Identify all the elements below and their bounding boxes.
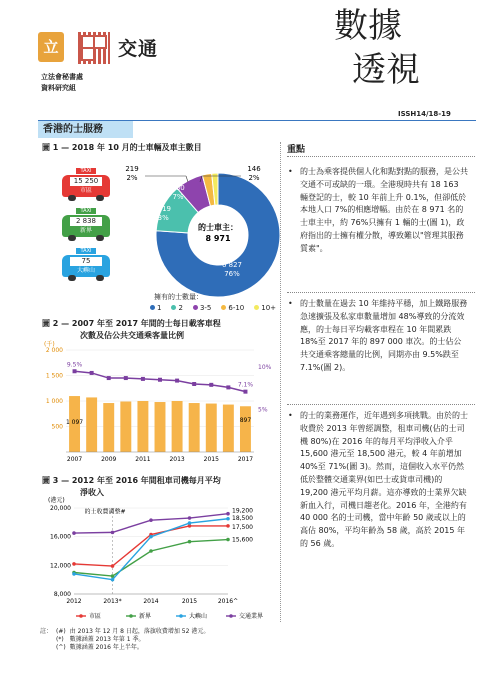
x-tick-label: 2012 [66, 598, 82, 605]
figure3-title-line-1: 圖 3 — 2012 年至 2016 年間租車司機每月平均 [42, 476, 221, 485]
x-tick-label: 2007 [66, 456, 83, 463]
share-point-2011 [141, 377, 145, 381]
legend-label: 交通業界 [239, 613, 264, 620]
series-point [72, 531, 76, 535]
left-tick-label: 500 [51, 423, 63, 431]
bar-2017 [240, 406, 251, 452]
series-point [188, 516, 192, 520]
legend-swatch [254, 305, 259, 310]
donut-center-label: 的士車主： [198, 223, 238, 232]
bullet-icon: • [288, 299, 293, 308]
first-pct-label: 9.5% [66, 361, 83, 369]
logo [38, 32, 76, 62]
series-point [72, 572, 76, 576]
highlight-text-1: 的士為乘客提供個人化和點對點的服務，是公共交通不可或缺的一環。全港現時共有 18 163 輛登記的士，較 10 年前上升 0.1%，但卻低於本地人口 7%的相應增幅。由於在 8 971 名的士車主中，約 76%只擁有 1 輛的士(圖 1)，政府指出的士擁有權分散，導致難以"管理其服務質素"。 [300, 167, 468, 253]
note-mark: 註： [40, 628, 53, 635]
right-tick-label: 10% [258, 364, 272, 371]
x-tick-label: 2015 [181, 598, 198, 605]
series-point [111, 531, 115, 535]
wheel-icon [68, 235, 76, 241]
series-line-新界 [74, 540, 228, 577]
legend-item-5 [254, 304, 276, 312]
legend-swatch [171, 305, 176, 310]
column-divider [280, 142, 281, 622]
figure1-legend [150, 292, 276, 312]
slice-label-2-pct: 13% [153, 214, 169, 222]
note-row [38, 628, 211, 636]
note-text: 數據涵蓋 2013 年第 1 季。 [69, 636, 145, 643]
series-point [111, 578, 115, 582]
end-value-label: 15,600 [232, 536, 253, 544]
legend-marker [79, 614, 83, 618]
x-tick-label: 2016^ [217, 598, 239, 605]
legend-label: 3-5 [199, 304, 212, 312]
slice-label-3-pct: 7% [172, 193, 184, 201]
wheel-icon [96, 195, 104, 201]
legend-item-3 [193, 304, 211, 312]
legend-label: 大嶼山 [189, 613, 208, 620]
share-point-2016 [226, 385, 230, 389]
series-point [226, 538, 230, 542]
bullet-icon: • [288, 167, 293, 176]
highlights-divider-1 [287, 292, 475, 293]
figure2-left-unit: (千) [44, 341, 55, 348]
figure1-title: 圖 1 — 2018 年 10 月的士車輛及車主數目 [42, 143, 202, 152]
figure-notes [38, 628, 211, 652]
logo-mark: 立 [38, 32, 64, 62]
highlight-1 [288, 166, 468, 256]
series-title-line-2: 透視 [352, 50, 420, 90]
highlight-text-3: 的士的業務運作，近年遇到多項挑戰。由於的士收費於 2013 年曾經調整，租車司機(佔的士司機 80%)在 2016 年的每月平均淨收入介乎 15,600 港元至 18,500 港元，較 4 年前增加 40%至 71%(圖 3)。然而，這個收入水平仍然低於整體交通業界(如巴士或貨車司機)的 19,200 港元平均月薪。這亦導致的士業界欠缺新血入行，司機日趨老化。2016 年，全港約有 40 000 名的士司機，當中年齡 50 歲或以上的高佔 80%，平均年齡為 58 歲，高於 2015 年的 56 歲。 [300, 411, 468, 548]
highlights-title: 重點 [287, 145, 306, 155]
bar-2010 [120, 402, 131, 452]
legend-label: 2 [178, 304, 183, 312]
taxi-area: 新界 [79, 227, 92, 234]
bar-2011 [137, 401, 148, 452]
note-row [38, 644, 211, 652]
taxi-sign: TAXI [76, 168, 96, 174]
left-tick-label: 1 000 [45, 398, 63, 405]
highlight-3 [288, 410, 468, 551]
bar-2016 [223, 405, 234, 452]
category-title: 交通 [118, 38, 159, 60]
x-tick-label: 2014 [143, 598, 159, 605]
taxi-1 [60, 168, 112, 202]
figure2-title-line-2: 次數及佔公共交通乘客量比例 [80, 331, 184, 340]
bar-2009 [103, 403, 114, 452]
taxi-area: 市區 [79, 187, 92, 194]
slice-label-2-value: 1 119 [150, 205, 172, 213]
share-point-2007 [73, 369, 77, 373]
document-code: ISSH14/18-19 [398, 110, 451, 118]
end-value-label: 19,200 [232, 507, 253, 515]
share-point-2014 [192, 382, 196, 386]
x-tick-label: 2015 [203, 456, 219, 463]
taxi-area: 大嶼山 [76, 267, 95, 274]
donut-center-value: 8 971 [205, 234, 231, 243]
bar-2014 [189, 403, 200, 452]
legend-swatch [193, 305, 198, 310]
series-point [226, 524, 230, 528]
first-bar-label: 1 097 [65, 419, 84, 426]
organization [41, 72, 83, 94]
taxi-count: 2 838 [70, 217, 102, 226]
series-point [226, 512, 230, 516]
share-point-2015 [209, 383, 213, 387]
series-point [111, 564, 115, 568]
highlights-rule [287, 156, 475, 157]
series-point [72, 562, 76, 566]
wheel-icon [68, 275, 76, 281]
legend-marker [229, 614, 233, 618]
last-bar-label: 897 [239, 417, 252, 424]
note-text: 數據涵蓋 2016 年上半年。 [69, 644, 143, 651]
x-tick-label: 2013 [169, 456, 185, 463]
bar-2008 [86, 397, 97, 452]
series-line-市區 [74, 526, 228, 566]
series-point [149, 535, 153, 539]
slice-label-3-value: 660 [171, 184, 185, 192]
legend-item-4 [221, 304, 244, 312]
wheel-icon [96, 275, 104, 281]
series-title-line-1: 數據 [334, 6, 402, 46]
figure2-title [42, 318, 221, 342]
figure3-title-line-2: 淨收入 [80, 488, 104, 497]
series-point [188, 540, 192, 544]
taxi-group [60, 168, 120, 288]
legend-label: 6-10 [228, 304, 245, 312]
note-row [38, 636, 211, 644]
taxi-sign: TAXI [76, 248, 96, 254]
highlight-2 [288, 298, 468, 375]
share-point-2012 [158, 378, 162, 382]
x-tick-label: 2013* [103, 598, 122, 605]
fare-adjust-annotation: 的士收費調整# [84, 508, 126, 516]
slice-label-4-value: 219 [125, 165, 139, 173]
share-point-2009 [107, 376, 111, 380]
share-point-2010 [124, 376, 128, 380]
end-value-label: 18,500 [232, 514, 253, 522]
figure2-title-line-1: 圖 2 — 2007 年至 2017 年間的士每日載客車程 [42, 319, 221, 328]
taxi-3 [60, 248, 112, 282]
x-tick-label: 2011 [135, 456, 151, 463]
right-tick-label: 5% [258, 406, 268, 414]
last-pct-label: 7.1% [237, 381, 254, 389]
legend-marker [129, 614, 133, 618]
taxi-sign: TAXI [76, 208, 96, 214]
y-tick-label: 20,000 [50, 505, 71, 512]
share-point-2008 [90, 371, 94, 375]
legend-title: 擁有的士數量： [154, 293, 203, 301]
note-mark [38, 644, 54, 652]
legend-label: 1 [157, 304, 162, 312]
wheel-icon [68, 195, 76, 201]
taxi-2 [60, 208, 112, 242]
highlights-divider-2 [287, 404, 475, 405]
figure1-donut [118, 160, 298, 310]
figure3-unit: (港元) [48, 497, 65, 504]
qr-code-icon [78, 32, 110, 64]
legend-label: 10+ [261, 304, 277, 312]
taxi-count: 75 [70, 257, 102, 266]
slice-label-4-pct: 2% [126, 174, 138, 182]
series-point [188, 521, 192, 525]
highlight-text-2: 的士數量在過去 10 年維持平穩，加上鐵路服務急速擴張及私家車數量增加 48%導致的分流效應，的士每日平均載客車程在 10 年間累跌 18%至 2017 年的 897 000 車次。的士佔公共交通乘客總量的比例，同期亦由 9.5%跌至 7.1%(圖 2)。 [300, 299, 468, 372]
slice-label-5-value: 146 [247, 165, 261, 173]
series-point [149, 549, 153, 553]
series-line-交通業界 [74, 514, 228, 533]
figure2-chart [38, 340, 278, 470]
series-point [226, 517, 230, 521]
bar-2015 [206, 404, 217, 452]
series-point [149, 518, 153, 522]
y-tick-label: 12,000 [50, 562, 71, 570]
bar-2013 [172, 401, 183, 452]
left-tick-label: 2 000 [45, 347, 63, 354]
org-line-2: 資料研究組 [41, 84, 76, 92]
x-tick-label: 2009 [101, 456, 117, 463]
note-symbol: (#) [56, 628, 66, 635]
org-line-1: 立法會秘書處 [41, 73, 83, 81]
slice-label-5-pct: 2% [248, 174, 260, 182]
legend-swatch [150, 305, 155, 310]
note-symbol: (*) [56, 636, 64, 643]
taxi-count: 15 250 [70, 177, 102, 186]
note-mark [38, 636, 54, 644]
legend-swatch [221, 305, 226, 310]
end-value-label: 17,500 [232, 523, 253, 531]
note-symbol: (^) [56, 644, 66, 651]
share-point-2017 [243, 390, 247, 394]
y-tick-label: 8,000 [53, 591, 71, 598]
bar-2012 [155, 402, 166, 452]
note-text: 由 2013 年 12 月 8 日起，落旗收費增加 52 港元。 [69, 628, 210, 635]
figure3-chart [38, 494, 283, 624]
wheel-icon [96, 235, 104, 241]
slice-label-1-pct: 76% [224, 270, 240, 278]
legend-marker [179, 614, 183, 618]
legend-label: 新界 [139, 613, 152, 620]
x-tick-label: 2017 [237, 456, 254, 463]
y-tick-label: 16,000 [50, 533, 71, 541]
left-tick-label: 1 500 [45, 372, 63, 380]
bullet-icon: • [288, 411, 293, 420]
slice-label-1-value: 6 827 [221, 261, 243, 269]
share-point-2013 [175, 379, 179, 383]
legend-item-1 [150, 304, 161, 312]
legend-item-2 [171, 304, 182, 312]
section-tab: 香港的士服務 [38, 121, 133, 138]
legend-label: 市區 [89, 613, 102, 620]
series-title [328, 4, 468, 92]
